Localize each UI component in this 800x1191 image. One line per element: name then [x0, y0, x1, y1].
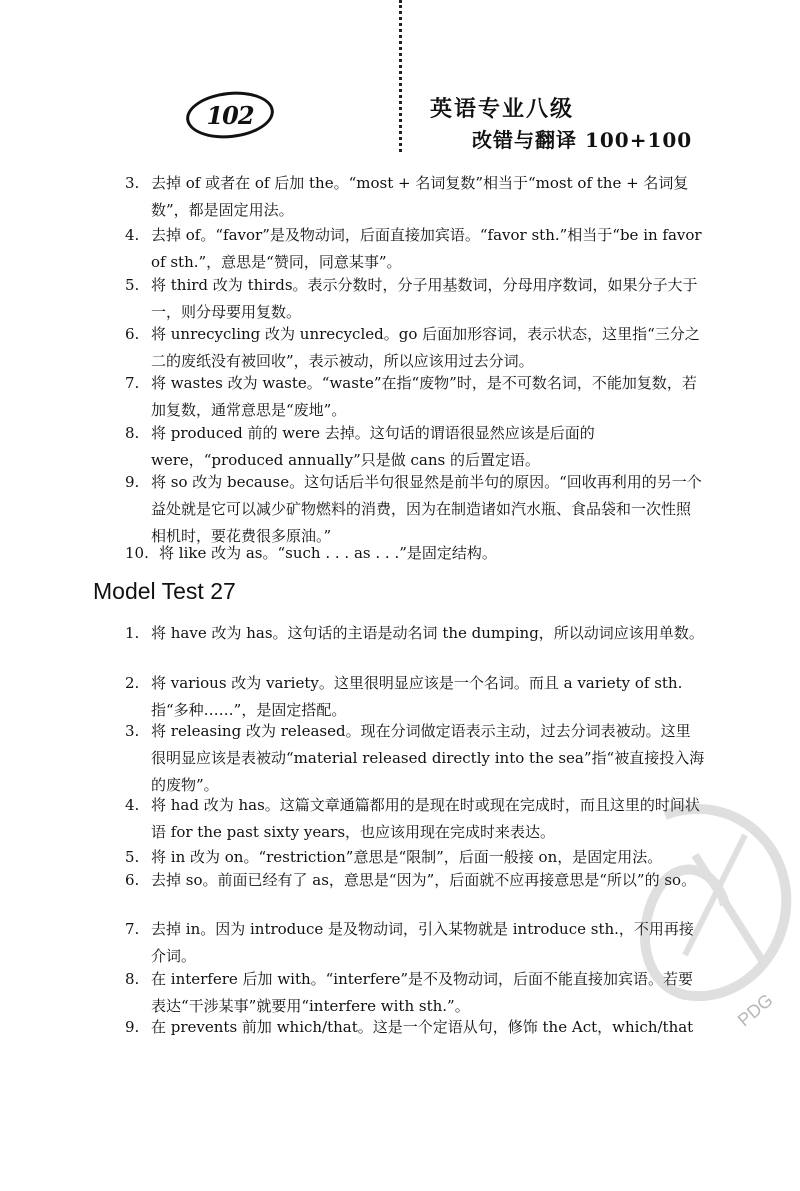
item-number: 6.: [125, 871, 140, 889]
item-text: 将 wastes 改为 waste。“waste”在指“废物”时，是不可数名词，不能加复数，若加复数，通常意思是“废地”。: [151, 374, 697, 419]
section-heading: Model Test 27: [93, 578, 236, 604]
item-number: 2.: [125, 674, 140, 692]
watermark-text: PDG: [733, 989, 777, 1031]
item-text: 将 releasing 改为 released。现在分词做定语表示主动，过去分词表被动。这里很明显应该是表被动“material released directly into the sea”指“被直接投入海的废物”。: [151, 722, 705, 794]
item-text: 去掉 so。前面已经有了 as，意思是“因为”，后面就不应再接意思是“所以”的 so。: [151, 871, 697, 889]
list-item: [125, 222, 705, 276]
page-number: 102: [206, 100, 254, 130]
item-text: 将 so 改为 because。这句话后半句很显然是前半句的原因。“回收再利用的另一个益处就是它可以减少矿物燃料的消费，因为在制造诸如汽水瓶、食品袋和一次性照相机时，要花费很多原油。”: [151, 473, 702, 545]
header-dotted-divider: [399, 0, 402, 152]
item-text: 将 various 改为 variety。这里很明显应该是一个名词。而且 a variety of sth. 指“多种……”，是固定搭配。: [151, 674, 683, 719]
list-item: [125, 272, 705, 326]
list-item: [125, 916, 705, 970]
item-text: 将 unrecycling 改为 unrecycled。go 后面加形容词，表示状态，这里指“三分之二的废纸没有被回收”，表示被动，所以应该用过去分词。: [151, 325, 700, 370]
list-item: [125, 966, 705, 1020]
item-number: 4.: [125, 796, 140, 814]
page-number-badge: [186, 92, 274, 138]
item-number: 10.: [125, 544, 149, 562]
item-number: 8.: [125, 970, 140, 988]
item-number: 5.: [125, 848, 140, 866]
list-item: [125, 420, 705, 474]
list-item: [125, 718, 705, 799]
item-text: 将 like 改为 as。“such . . . as . . .”是固定结构。: [159, 544, 497, 562]
list-item: [125, 321, 705, 375]
item-text: 将 third 改为 thirds。表示分数时，分子用基数词，分母用序数词，如果分子大于一，则分母要用复数。: [151, 276, 698, 321]
list-item: [125, 867, 705, 894]
list-item: [125, 670, 705, 724]
item-text: 将 have 改为 has。这句话的主语是动名词 the dumping，所以动词应该用单数。: [151, 624, 704, 642]
item-text: 去掉 of 或者在 of 后加 the。“most + 名词复数”相当于“most of the + 名词复数”，都是固定用法。: [151, 174, 689, 219]
item-number: 3.: [125, 722, 140, 740]
book-title: 英语专业八级: [430, 96, 575, 122]
list-item: [125, 170, 705, 224]
item-text: 在 interfere 后加 with。“interfere”是不及物动词，后面不能直接加宾语。若要表达“干涉某事”就要用“interfere with sth.”。: [151, 970, 693, 1015]
item-number: 9.: [125, 473, 140, 491]
item-number: 9.: [125, 1018, 140, 1036]
item-text: 将 in 改为 on。“restriction”意思是“限制”，后面一般接 on，是固定用法。: [151, 848, 663, 866]
book-subtitle: 改错与翻译 100+100: [472, 128, 693, 152]
list-item: [125, 540, 705, 567]
list-item: [125, 469, 705, 550]
list-item: [125, 792, 705, 846]
item-number: 4.: [125, 226, 140, 244]
item-text: 去掉 of。“favor”是及物动词，后面直接加宾语。“favor sth.”相当于“be in favor of sth.”，意思是“赞同，同意某事”。: [151, 226, 702, 271]
item-number: 8.: [125, 424, 140, 442]
list-item: [125, 370, 705, 424]
list-item: [125, 1014, 705, 1041]
item-number: 5.: [125, 276, 140, 294]
item-text: 将 had 改为 has。这篇文章通篇都用的是现在时或现在完成时，而且这里的时间状语 for the past sixty years，也应该用现在完成时来表达。: [151, 796, 700, 841]
item-number: 7.: [125, 374, 140, 392]
item-text: 将 produced 前的 were 去掉。这句话的谓语很显然应该是后面的 were，“produced annually”只是做 cans 的后置定语。: [151, 424, 595, 469]
item-text: 在 prevents 前加 which/that。这是一个定语从句，修饰 the Act，which/that: [151, 1018, 694, 1036]
list-item: [125, 620, 705, 647]
library-stamp-watermark: [625, 795, 800, 1025]
item-number: 6.: [125, 325, 140, 343]
item-number: 7.: [125, 920, 140, 938]
item-number: 3.: [125, 174, 140, 192]
item-text: 去掉 in。因为 introduce 是及物动词，引入某物就是 introduce sth.，不用再接介词。: [151, 920, 694, 965]
item-number: 1.: [125, 624, 140, 642]
